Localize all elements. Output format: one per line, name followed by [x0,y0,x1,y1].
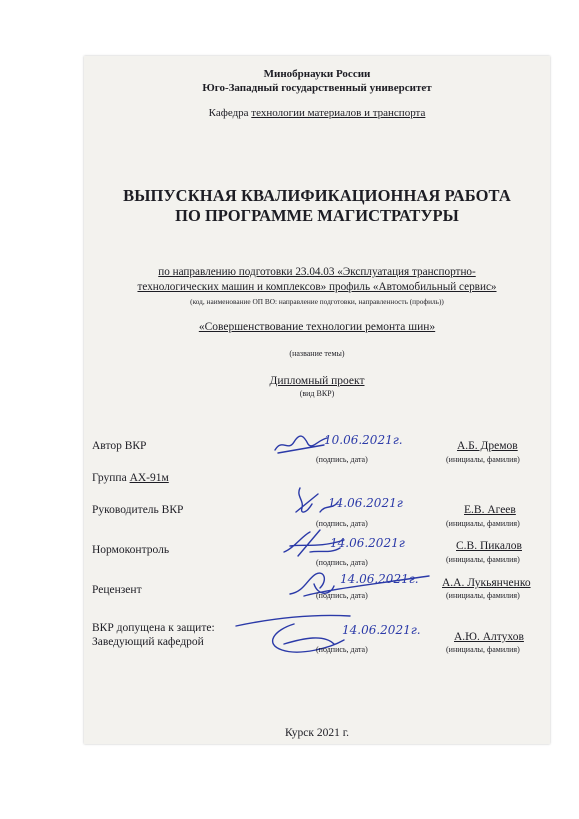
department-line [84,107,550,119]
normcontrol-date: 14.06.2021г [330,536,405,550]
author-name-caption: (инициалы, фамилия) [446,455,520,464]
document-title-line1: ВЫПУСКНАЯ КВАЛИФИКАЦИОННАЯ РАБОТА [123,186,511,205]
head-name: А.Ю. Алтухов [454,631,524,643]
normcontrol-signature-caption: (подпись, дата) [316,558,368,567]
reviewer-date: 14.06.2021г. [340,572,419,586]
normcontrol-name: С.В. Пикалов [456,540,522,552]
head-of-department-label: Заведующий кафедрой [92,636,204,648]
group-row [92,472,169,484]
direction-line2: технологических машин и комплексов» профиль «Автомобильный сервис» [137,281,497,293]
thesis-topic: «Совершенствование технологии ремонта шин» [198,321,436,333]
direction-caption: (код, наименование ОП ВО: направление подготовки, направленность (профиль)) [190,297,444,306]
document-title-line2: ПО ПРОГРАММЕ МАГИСТРАТУРЫ [175,206,459,225]
supervisor-label: Руководитель ВКР [92,504,184,516]
defense-admission-label: ВКР допущена к защите: [92,622,215,634]
normcontrol-label: Нормоконтроль [92,544,170,556]
direction-line1: по направлению подготовки 23.04.03 «Эксплуатация транспортно- [158,266,476,278]
author-name: А.Б. Дремов [457,440,518,452]
supervisor-date: 14.06.2021г [328,496,403,510]
supervisor-signature-caption: (подпись, дата) [316,519,368,528]
author-date: 10.06.2021г. [324,433,403,447]
normcontrol-name-caption: (инициалы, фамилия) [446,555,520,564]
supervisor-name: Е.В. Агеев [464,504,516,516]
author-signature-caption: (подпись, дата) [316,455,368,464]
reviewer-name-caption: (инициалы, фамилия) [446,591,520,600]
work-type: Дипломный проект [269,375,365,387]
author-label: Автор ВКР [92,440,147,452]
supervisor-name-caption: (инициалы, фамилия) [446,519,520,528]
reviewer-label: Рецензент [92,584,142,596]
topic-caption: (название темы) [289,349,345,358]
department-prefix: Кафедра [208,107,249,119]
city-year: Курск 2021 г. [284,727,350,739]
university-line: Юго-Западный государственный университет [202,82,432,94]
head-date: 14.06.2021г. [342,623,421,637]
ministry-line: Минобрнауки России [263,68,371,80]
head-signature-caption: (подпись, дата) [316,645,368,654]
group-value: АХ-91м [129,472,169,484]
department-name: технологии материалов и транспорта [251,107,426,119]
head-name-caption: (инициалы, фамилия) [446,645,520,654]
work-type-caption: (вид ВКР) [299,389,335,398]
group-label: Группа [92,472,127,484]
reviewer-signature-caption: (подпись, дата) [316,591,368,600]
reviewer-name: А.А. Лукьянченко [442,577,531,589]
document-page [84,56,550,744]
